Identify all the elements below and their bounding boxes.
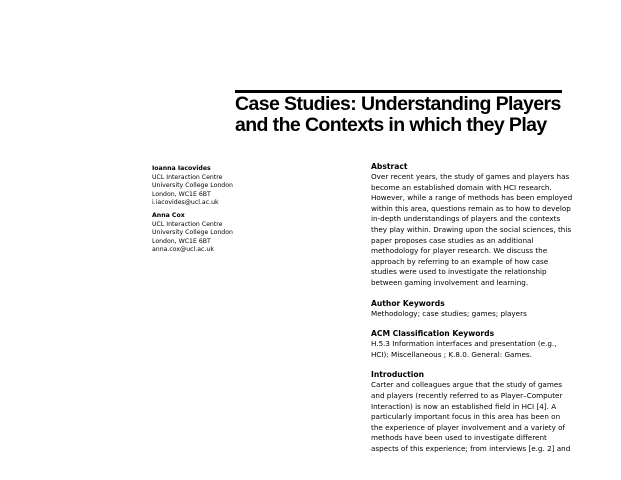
author-block: [152, 212, 272, 255]
section-heading: Introduction: [371, 370, 425, 380]
author-affiliation: UCL Interaction Centre: [152, 220, 223, 228]
text-line: between gaming involvement and learning.: [371, 277, 529, 287]
text-line: become an established domain with HCI research.: [371, 182, 552, 192]
text-line: particularly important focus in this area has been on: [371, 412, 561, 422]
text-line: H.5.3 Information interfaces and presentation (e.g.,: [371, 339, 557, 349]
section-heading: Abstract: [371, 162, 408, 171]
text-line: HCI): Miscellaneous ; K.8.0. General: Games.: [371, 349, 532, 359]
author-email: i.iacovides@ucl.ac.uk: [152, 199, 219, 207]
text-line: in-depth understandings of players and the contexts: [371, 214, 561, 224]
text-line: and players (recently referred to as Player–Computer: [371, 390, 563, 400]
keywords-text: [371, 309, 571, 320]
author-block: [152, 165, 272, 208]
section-heading: Author Keywords: [371, 298, 445, 308]
introduction-text: [371, 380, 571, 454]
text-line: aspects of this experience; from interviews [e.g. 2] and: [371, 443, 571, 453]
text-line: Carter and colleagues argue that the study of games: [371, 380, 562, 390]
author-keywords-section: [371, 299, 571, 320]
text-line: they play within. Drawing upon the social sciences, this: [371, 224, 572, 234]
text-line: within this area, questions remain as to how to develop: [371, 203, 571, 213]
text-line: studies were used to investigate the relationship: [371, 267, 547, 277]
text-line: paper proposes case studies as an additional: [371, 235, 534, 245]
abstract-text: [371, 172, 571, 289]
author-address: London, WC1E 6BT: [152, 190, 211, 198]
author-affiliation: UCL Interaction Centre: [152, 173, 223, 181]
author-email: anna.cox@ucl.ac.uk: [152, 246, 214, 254]
paper-title: [235, 94, 575, 136]
author-university: University College London: [152, 229, 233, 237]
paper-title-line: Case Studies: Understanding Players: [235, 93, 561, 115]
acm-keywords-section: [371, 329, 571, 360]
acm-text: [371, 339, 571, 360]
text-line: methods have been used to investigate different: [371, 433, 547, 443]
introduction-section: [371, 370, 571, 454]
author-name: Anna Cox: [152, 212, 185, 219]
text-line: Methodology; case studies; games; players: [371, 308, 527, 318]
text-line: Interaction) is now an established field in HCI [4]. A: [371, 401, 557, 411]
text-line: Over recent years, the study of games and players has: [371, 172, 570, 181]
abstract-section: [371, 162, 571, 289]
paper-title-line: and the Contexts in which they Play: [235, 114, 547, 136]
text-line: the experience of player involvement and a variety of: [371, 422, 566, 432]
text-line: However, while a range of methods has been employed: [371, 193, 573, 203]
section-heading: ACM Classification Keywords: [371, 329, 495, 339]
text-line: approach by referring to an example of how case: [371, 256, 549, 266]
text-line: methodology for player research. We discuss the: [371, 246, 548, 256]
author-name: Ioanna Iacovides: [152, 165, 211, 172]
main-column: [371, 162, 571, 464]
author-university: University College London: [152, 182, 233, 190]
author-address: London, WC1E 6BT: [152, 237, 211, 245]
